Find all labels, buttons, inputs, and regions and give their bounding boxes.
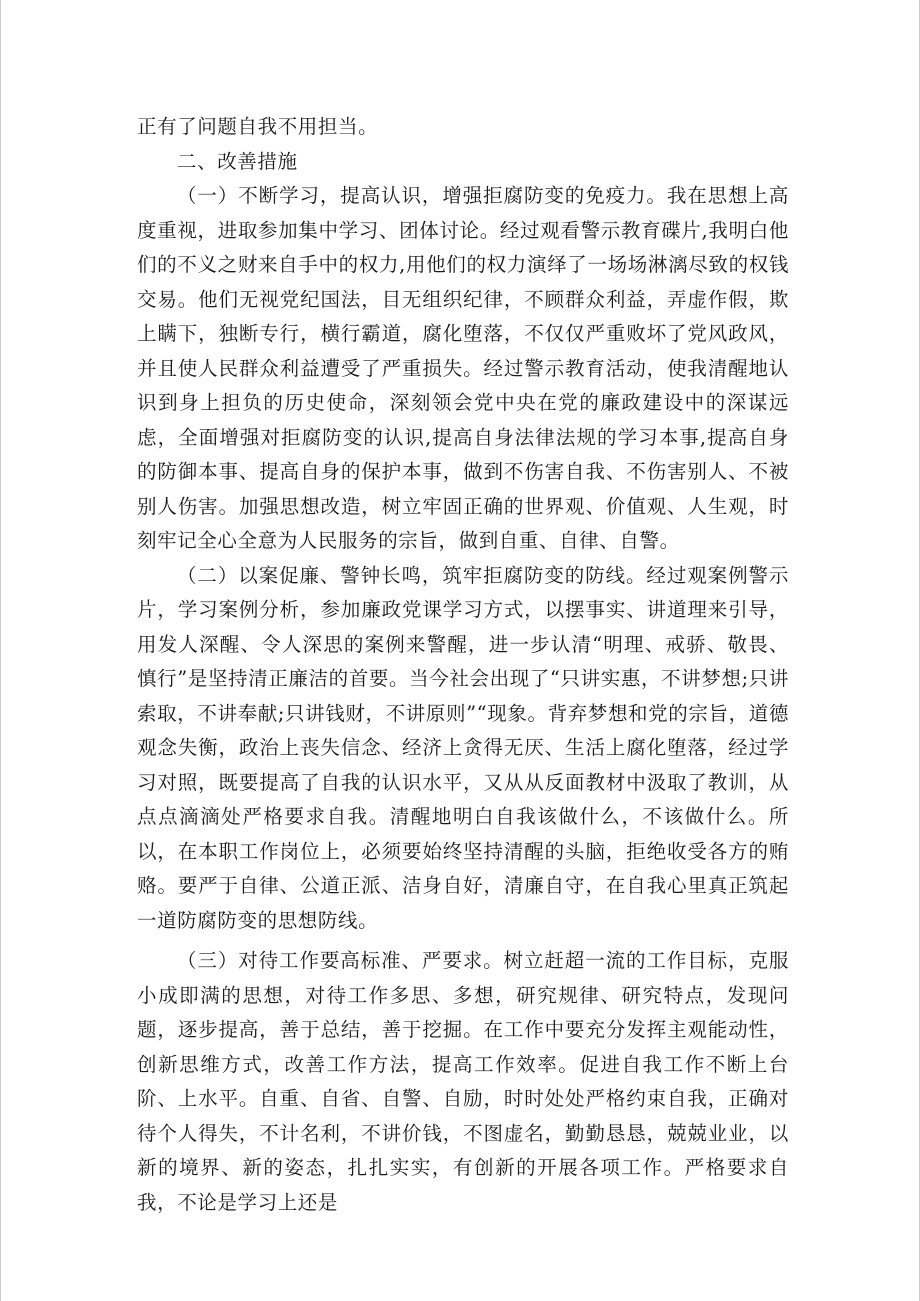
paragraph-measure-2: （二）以案促廉、警钟长鸣，筑牢拒腐防变的防线。经过观案例警示片，学习案例分析，参加廉政党课学习方式，以摆事实、讲道理来引导，用发人深醒、令人深思的案例来警醒，进一步认清“明理、戒骄、敬畏、慎行”是坚持清正廉洁的首要。当今社会出现了“只讲实惠，不讲梦想;只讲索取，不讲奉献;只讲钱财，不讲原则”“现象。背弃梦想和党的宗旨，道德观念失衡，政治上丧失信念、经济上贪得无厌、生活上腐化堕落，经过学习对照，既要提高了自我的认识水平，又从从反面教材中汲取了教训，从点点滴滴处严格要求自我。清醒地明白自我该做什么，不该做什么。所以，在本职工作岗位上，必须要始终坚持清醒的头脑，拒绝收受各方的贿赂。要严于自律、公道正派、洁身自好，清廉自守，在自我心里真正筑起一道防腐防变的思想防线。 [137,563,789,932]
document-body [137,110,789,1220]
paragraph-measure-1: （一）不断学习，提高认识，增强拒腐防变的免疫力。我在思想上高度重视，进取参加集中学习、团体讨论。经过观看警示教育碟片,我明白他们的不义之财来自手中的权力,用他们的权力演绎了一场场淋漓尽致的权钱交易。他们无视党纪国法，目无组织纪律，不顾群众利益，弄虚作假，欺上瞒下，独断专行，横行霸道，腐化堕落，不仅仅严重败坏了党风政风，并且使人民群众利益遭受了严重损失。经过警示教育活动，使我清醒地认识到身上担负的历史使命，深刻领会党中央在党的廉政建设中的深谋远虑，全面增强对拒腐防变的认识,提高自身法律法规的学习本事,提高自身的防御本事、提高自身的保护本事，做到不伤害自我、不伤害别人、不被别人伤害。加强思想改造，树立牢固正确的世界观、价值观、人生观，时刻牢记全心全意为人民服务的宗旨，做到自重、自律、自警。 [137,184,789,552]
paragraph-measure-3: （三）对待工作要高标准、严要求。树立赶超一流的工作目标，克服小成即满的思想，对待工作多思、多想，研究规律、研究特点，发现问题，逐步提高，善于总结，善于挖掘。在工作中要充分发挥主观能动性，创新思维方式，改善工作方法，提高工作效率。促进自我工作不断上台阶、上水平。自重、自省、自警、自励，时时处处严格约束自我，正确对待个人得失，不计名利，不讲价钱，不图虚名，勤勤恳恳，兢兢业业，以新的境界、新的姿态，扎扎实实，有创新的开展各项工作。严格要求自我，不论是学习上还是 [137,949,789,1214]
section-heading: 二、改善措施 [177,149,298,173]
paragraph-continuation: 正有了问题自我不用担当。 [137,115,379,138]
